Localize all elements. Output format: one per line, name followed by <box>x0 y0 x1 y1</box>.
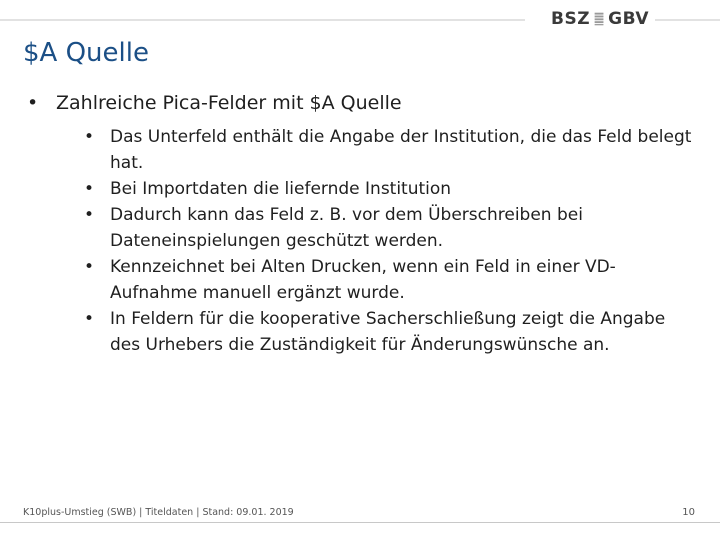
sub-bullet-item <box>84 202 697 254</box>
bullet-dot-icon: • <box>84 205 95 225</box>
bullet-text: Zahlreiche Pica-Felder mit $A Quelle <box>56 92 402 114</box>
bsz-gbv-stack-icon <box>594 9 604 29</box>
sub-bullet-text: Dadurch kann das Feld z. B. vor dem Überschreiben bei Dateneinspielungen geschützt werden. <box>110 205 583 251</box>
bullet-item <box>27 90 697 358</box>
header-rule-left <box>0 19 525 21</box>
bsz-gbv-logo <box>551 7 649 31</box>
sub-bullet-list <box>56 124 697 358</box>
sub-bullet-text: In Feldern für die kooperative Sacherschließung zeigt die Angabe des Urhebers die Zuständigkeit für Änderungswünsche an. <box>110 309 666 355</box>
bullet-dot-icon: • <box>84 127 95 147</box>
sub-bullet-text: Das Unterfeld enthält die Angabe der Institution, die das Feld belegt hat. <box>110 127 692 173</box>
header-rule-right <box>655 19 720 21</box>
bullet-dot-icon: • <box>84 257 95 277</box>
sub-bullet-item <box>84 176 697 202</box>
logo-bsz-text: BSZ <box>551 8 591 29</box>
bullet-dot-icon: • <box>84 309 95 329</box>
sub-bullet-item <box>84 306 697 358</box>
logo-gbv-text: GBV <box>608 8 649 29</box>
page-number: 10 <box>682 507 695 518</box>
sub-bullet-item <box>84 254 697 306</box>
bullet-dot-icon: • <box>84 179 95 199</box>
sub-bullet-item <box>84 124 697 176</box>
slide-title: $A Quelle <box>23 38 149 68</box>
sub-bullet-text: Bei Importdaten die liefernde Institution <box>110 179 452 199</box>
footer-text: K10plus-Umstieg (SWB) | Titeldaten | Stand: 09.01. 2019 <box>23 507 294 518</box>
slide-content <box>27 90 697 358</box>
sub-bullet-text: Kennzeichnet bei Alten Drucken, wenn ein Feld in einer VD-Aufnahme manuell ergänzt wurde. <box>110 257 616 303</box>
footer-rule <box>0 522 720 523</box>
bullet-list <box>27 90 697 358</box>
bullet-dot-icon: • <box>27 92 39 114</box>
